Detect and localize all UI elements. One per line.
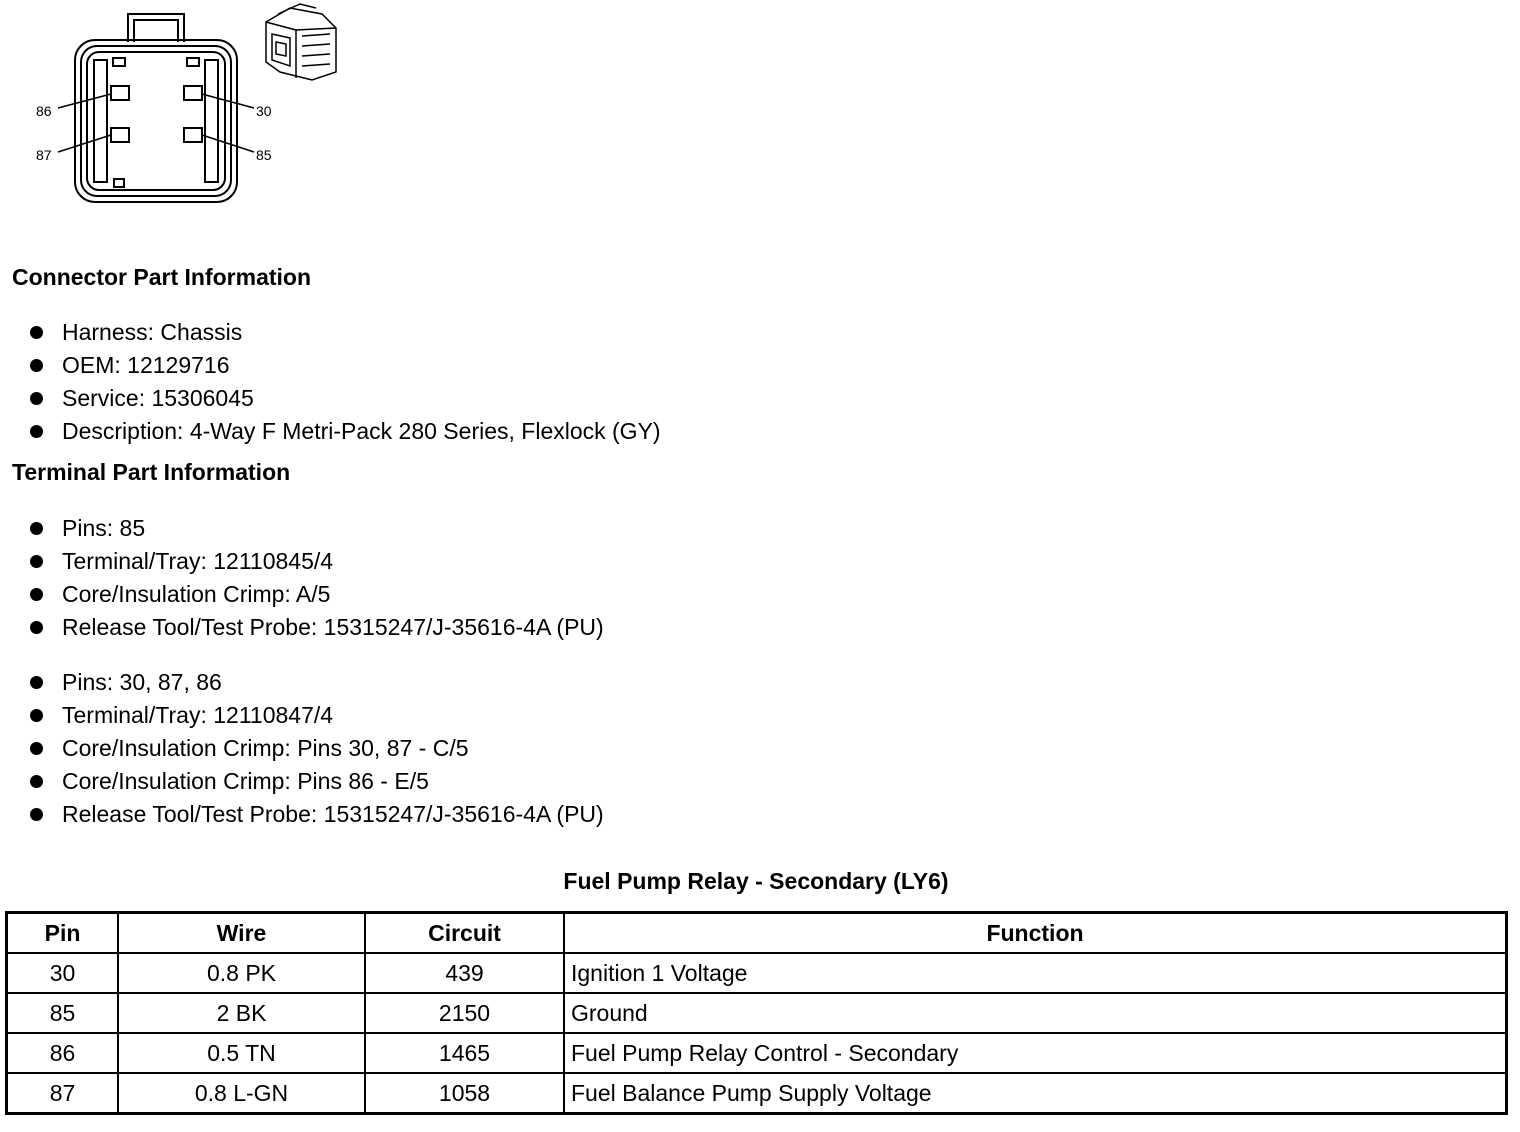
cell-function: Fuel Balance Pump Supply Voltage	[564, 1073, 1507, 1114]
pin-label-85: 85	[256, 147, 272, 163]
header-pin: Pin	[7, 913, 119, 954]
cell-circuit: 1465	[365, 1033, 564, 1073]
list-item: Core/Insulation Crimp: Pins 30, 87 - C/5	[28, 732, 604, 765]
pin-table	[5, 911, 1508, 1115]
table-row	[7, 1033, 1507, 1073]
header-function: Function	[564, 913, 1507, 954]
cell-wire: 0.5 TN	[118, 1033, 365, 1073]
cell-pin: 87	[7, 1073, 119, 1114]
cell-function: Ground	[564, 993, 1507, 1033]
pin-label-86: 86	[36, 103, 52, 119]
pin-label-87: 87	[36, 147, 52, 163]
header-circuit: Circuit	[365, 913, 564, 954]
cell-pin: 30	[7, 953, 119, 993]
cell-wire: 0.8 L-GN	[118, 1073, 365, 1114]
list-item: Terminal/Tray: 12110847/4	[28, 699, 604, 732]
connector-diagram	[0, 0, 360, 215]
table-row	[7, 1073, 1507, 1114]
cell-wire: 0.8 PK	[118, 953, 365, 993]
list-item: Release Tool/Test Probe: 15315247/J-35616-4A (PU)	[28, 798, 604, 831]
list-item: Release Tool/Test Probe: 15315247/J-35616-4A (PU)	[28, 611, 604, 644]
list-item: Core/Insulation Crimp: A/5	[28, 578, 604, 611]
cell-function: Ignition 1 Voltage	[564, 953, 1507, 993]
connector-part-heading: Connector Part Information	[12, 264, 312, 290]
list-item: Pins: 30, 87, 86	[28, 666, 604, 699]
connector-part-list	[28, 316, 661, 448]
cell-wire: 2 BK	[118, 993, 365, 1033]
cell-circuit: 1058	[365, 1073, 564, 1114]
cell-function: Fuel Pump Relay Control - Secondary	[564, 1033, 1507, 1073]
list-item: Terminal/Tray: 12110845/4	[28, 545, 604, 578]
cell-circuit: 2150	[365, 993, 564, 1033]
table-title: Fuel Pump Relay - Secondary (LY6)	[563, 868, 949, 894]
list-item: Core/Insulation Crimp: Pins 86 - E/5	[28, 765, 604, 798]
terminal-part-heading: Terminal Part Information	[12, 459, 291, 485]
header-wire: Wire	[118, 913, 365, 954]
table-header-row	[7, 913, 1507, 954]
list-item: Service: 15306045	[28, 382, 661, 415]
terminal-part-list-2	[28, 666, 604, 831]
terminal-part-list-1	[28, 512, 604, 644]
pin-label-30: 30	[256, 103, 272, 119]
list-item: Description: 4-Way F Metri-Pack 280 Series, Flexlock (GY)	[28, 415, 661, 448]
list-item: Harness: Chassis	[28, 316, 661, 349]
cell-pin: 85	[7, 993, 119, 1033]
table-row	[7, 993, 1507, 1033]
cell-pin: 86	[7, 1033, 119, 1073]
list-item: Pins: 85	[28, 512, 604, 545]
cell-circuit: 439	[365, 953, 564, 993]
table-row	[7, 953, 1507, 993]
list-item: OEM: 12129716	[28, 349, 661, 382]
connector-thumbnail-icon	[266, 4, 336, 80]
